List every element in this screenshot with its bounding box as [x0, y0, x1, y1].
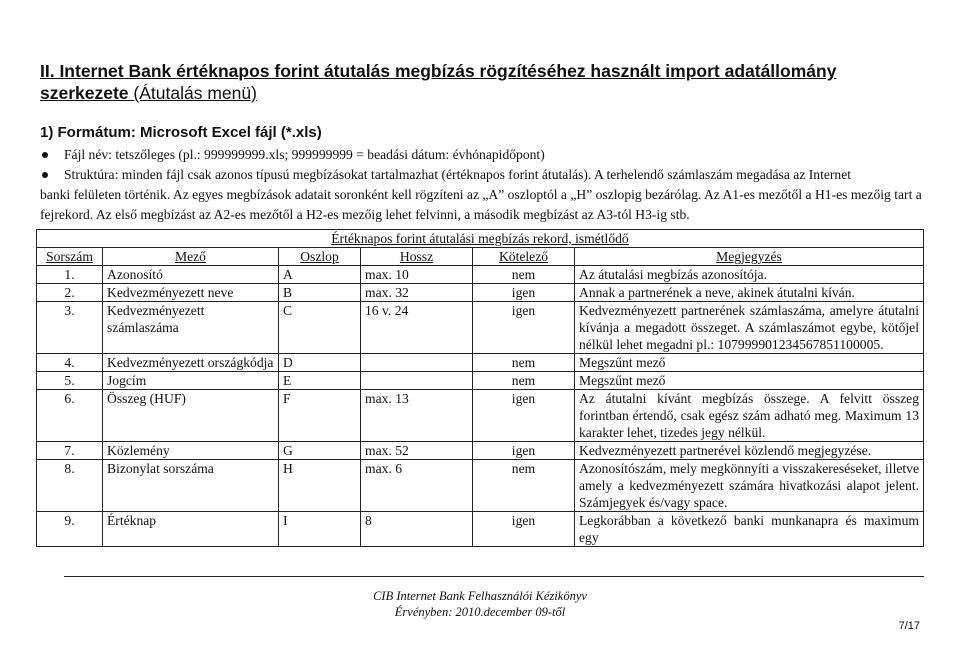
bullet-item-filename: Fájl név: tetszőleges (pl.: 999999999.xls; 999999999 = beadási dátum: évhónapidőpont)	[40, 145, 922, 165]
cell-sorszam: 2.	[37, 284, 103, 302]
record-table	[36, 229, 924, 547]
cell-mezo: Kedvezményezett számlaszáma	[103, 302, 279, 354]
table-row	[37, 354, 924, 372]
cell-sorszam: 4.	[37, 354, 103, 372]
cell-megjegyzes: Kedvezményezett partnerével közlendő megjegyzése.	[575, 442, 924, 460]
header-sorszam: Sorszám	[37, 248, 103, 266]
table-row	[37, 512, 924, 547]
cell-hossz: max. 10	[361, 266, 473, 284]
cell-oszlop: E	[279, 372, 361, 390]
table-row	[37, 266, 924, 284]
cell-oszlop: H	[279, 460, 361, 512]
cell-megjegyzes: Azonosítószám, mely megkönnyíti a visszakereséseket, illetve amely a kedvezményezett számára hivatkozási alapot jelent. Számjegyek és/vagy space.	[575, 460, 924, 512]
cell-oszlop: I	[279, 512, 361, 547]
header-mezo: Mező	[103, 248, 279, 266]
title-line-1: II. Internet Bank értéknapos forint átutalás megbízás rögzítéséhez használt import adatállomány	[40, 61, 837, 81]
section-heading: 1) Formátum: Microsoft Excel fájl (*.xls)	[40, 124, 322, 141]
cell-sorszam: 5.	[37, 372, 103, 390]
cell-sorszam: 6.	[37, 390, 103, 442]
cell-mezo: Értéknap	[103, 512, 279, 547]
page-number: 7/17	[898, 620, 920, 632]
cell-hossz: max. 6	[361, 460, 473, 512]
cell-hossz: max. 52	[361, 442, 473, 460]
cell-mezo: Azonosító	[103, 266, 279, 284]
cell-hossz: 8	[361, 512, 473, 547]
cell-hossz: 16 v. 24	[361, 302, 473, 354]
title-line-2-plain: (Átutalás menü)	[133, 83, 257, 103]
cell-hossz: max. 32	[361, 284, 473, 302]
header-kotelezo: Kötelező	[473, 248, 575, 266]
cell-sorszam: 8.	[37, 460, 103, 512]
cell-oszlop: C	[279, 302, 361, 354]
footer-validity: Érvényben: 2010.december 09-től	[394, 605, 566, 619]
bullet-structure-continuation: banki felületen történik. Az egyes megbízások adatait soronként kell rögzíteni az „A” oszloptól a „H” oszlopig bezárólag. Az A1-es mezőtől a H1-es mezőig tart a fejrekord. Az első megbízást az A2-es mezőtől a H2-es mezőig lehet felvinni, a második megbízást az A3-tól H3-ig stb.	[40, 187, 922, 222]
cell-kotelezo: nem	[473, 266, 575, 284]
cell-hossz	[361, 372, 473, 390]
cell-kotelezo: igen	[473, 442, 575, 460]
title-line-2	[40, 82, 920, 104]
cell-kotelezo: igen	[473, 302, 575, 354]
cell-hossz	[361, 354, 473, 372]
cell-mezo: Bizonylat sorszáma	[103, 460, 279, 512]
cell-mezo: Kedvezményezett országkódja	[103, 354, 279, 372]
table-row	[37, 460, 924, 512]
table-row	[37, 442, 924, 460]
footer-manual-title: CIB Internet Bank Felhasználói Kézikönyv	[373, 589, 587, 603]
cell-megjegyzes: Megszűnt mező	[575, 372, 924, 390]
table-row	[37, 390, 924, 442]
cell-oszlop: B	[279, 284, 361, 302]
table-caption-row	[37, 230, 924, 248]
cell-sorszam: 9.	[37, 512, 103, 547]
cell-mezo: Közlemény	[103, 442, 279, 460]
cell-oszlop: A	[279, 266, 361, 284]
footer-divider	[64, 576, 924, 577]
page-title	[40, 60, 920, 104]
bullet-item-structure	[40, 165, 922, 225]
bullet-structure-text: Struktúra: minden fájl csak azonos típusú megbízásokat tartalmazhat (értéknapos forint átutalás). A terhelendő számlaszám megadása az Internet	[64, 167, 852, 182]
cell-kotelezo: igen	[473, 512, 575, 547]
cell-oszlop: G	[279, 442, 361, 460]
cell-mezo: Összeg (HUF)	[103, 390, 279, 442]
cell-mezo: Jogcím	[103, 372, 279, 390]
cell-sorszam: 1.	[37, 266, 103, 284]
cell-oszlop: F	[279, 390, 361, 442]
title-line-2-bold: szerkezete	[40, 83, 134, 103]
cell-hossz: max. 13	[361, 390, 473, 442]
cell-mezo: Kedvezményezett neve	[103, 284, 279, 302]
table-header-row	[37, 248, 924, 266]
cell-sorszam: 3.	[37, 302, 103, 354]
cell-oszlop: D	[279, 354, 361, 372]
cell-kotelezo: nem	[473, 372, 575, 390]
cell-megjegyzes: Az átutalási megbízás azonosítója.	[575, 266, 924, 284]
cell-kotelezo: nem	[473, 460, 575, 512]
cell-megjegyzes: Az átutalni kívánt megbízás összege. A felvitt összeg forintban értendő, csak egész szám adható meg. Maximum 13 karakter lehet, tizedes jegy nélkül.	[575, 390, 924, 442]
bullet-list	[40, 145, 922, 225]
cell-kotelezo: nem	[473, 354, 575, 372]
header-megjegyzes: Megjegyzés	[575, 248, 924, 266]
cell-megjegyzes: Megszűnt mező	[575, 354, 924, 372]
cell-megjegyzes: Legkorábban a következő banki munkanapra és maximum egy	[575, 512, 924, 547]
table-row	[37, 302, 924, 354]
cell-megjegyzes: Annak a partnerének a neve, akinek átutalni kíván.	[575, 284, 924, 302]
header-hossz: Hossz	[361, 248, 473, 266]
table-row	[37, 284, 924, 302]
header-oszlop: Oszlop	[279, 248, 361, 266]
table-caption: Értéknapos forint átutalási megbízás rekord, ismétlődő	[37, 230, 924, 248]
table-row	[37, 372, 924, 390]
table-body	[37, 266, 924, 547]
cell-kotelezo: igen	[473, 390, 575, 442]
cell-kotelezo: igen	[473, 284, 575, 302]
cell-sorszam: 7.	[37, 442, 103, 460]
footer	[0, 588, 960, 620]
cell-megjegyzes: Kedvezményezett partnerének számlaszáma, amelyre átutalni kívánja a megadott összeget. A számlaszámot egybe, kötőjel nélkül lehet megadni pl.: 107999901234567851100005.	[575, 302, 924, 354]
